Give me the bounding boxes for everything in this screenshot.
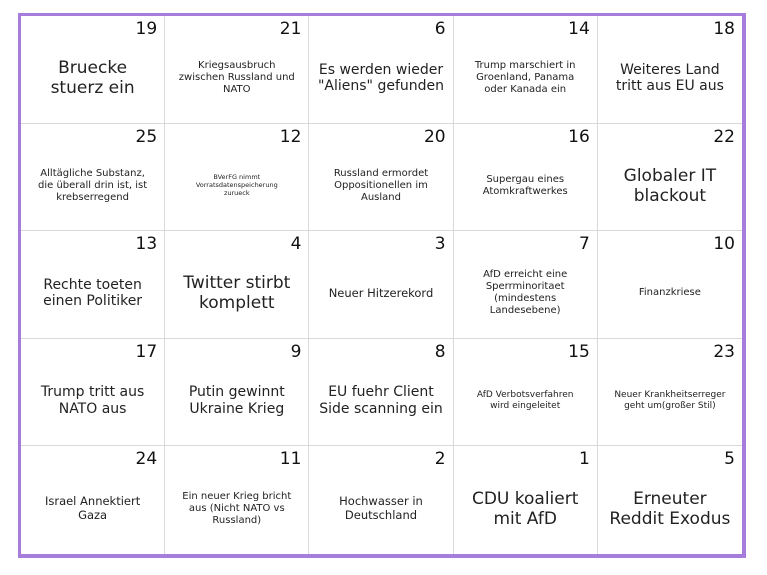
bingo-cell[interactable] <box>21 446 165 554</box>
bingo-cell[interactable] <box>598 231 742 339</box>
bingo-board <box>18 13 746 558</box>
cell-number: 18 <box>713 19 735 39</box>
cell-number: 12 <box>279 126 302 147</box>
cell-number: 11 <box>279 449 302 470</box>
cell-number: 1 <box>578 449 590 470</box>
cell-text: Es werden wieder "Aliens" gefunden <box>317 61 444 95</box>
cell-number: 4 <box>290 234 302 255</box>
cell-text: Neuer Krankheitserreger geht um(großer Stil) <box>614 390 726 412</box>
bingo-cell[interactable] <box>165 16 309 124</box>
cell-text: Hochwasser in Deutschland <box>339 494 423 523</box>
cell-number: 16 <box>568 126 590 147</box>
cell-number: 5 <box>724 449 735 470</box>
cell-text: Weiteres Land tritt aus EU aus <box>615 61 724 95</box>
cell-text: Alltägliche Substanz, die überall drin ist, ist krebserregend <box>37 167 148 203</box>
cell-text: Trump marschiert in Groenland, Panama oder Kanada ein <box>474 60 576 96</box>
cell-number: 23 <box>713 341 735 362</box>
bingo-cell[interactable] <box>309 124 453 232</box>
cell-text: CDU koaliert mit AfD <box>471 488 579 530</box>
cell-text: Twitter stirbt komplett <box>183 273 291 314</box>
cell-text: Russland ermordet Oppositionellen im Ausland <box>333 167 429 203</box>
cell-text: Neuer Hitzerekord <box>328 285 434 300</box>
bingo-cell[interactable] <box>454 339 598 447</box>
bingo-cell[interactable] <box>165 124 309 232</box>
bingo-cell[interactable] <box>21 231 165 339</box>
cell-text: Finanzkriese <box>638 287 701 299</box>
bingo-cell[interactable] <box>21 124 165 232</box>
bingo-cell[interactable] <box>454 231 598 339</box>
cell-text: Erneuter Reddit Exodus <box>609 488 731 530</box>
cell-number: 14 <box>568 19 590 39</box>
cell-text: Bruecke stuerz ein <box>50 57 135 99</box>
cell-number: 13 <box>135 234 158 255</box>
bingo-cell[interactable] <box>21 339 165 447</box>
cell-number: 7 <box>578 234 590 255</box>
bingo-cell[interactable] <box>309 446 453 554</box>
cell-text: Supergau eines Atomkraftwerkes <box>482 173 568 197</box>
cell-text: Globaler IT blackout <box>623 165 717 206</box>
bingo-cell[interactable] <box>165 339 309 447</box>
cell-number: 21 <box>279 19 302 39</box>
cell-number: 3 <box>434 234 446 255</box>
bingo-cell[interactable] <box>598 446 742 554</box>
cell-text: AfD erreicht eine Sperrminoritaet (mindestens Landesebene) <box>483 269 568 317</box>
cell-number: 2 <box>434 449 446 470</box>
bingo-cell[interactable] <box>598 339 742 447</box>
bingo-cell[interactable] <box>454 16 598 124</box>
bingo-cell[interactable] <box>598 16 742 124</box>
cell-number: 24 <box>135 449 158 470</box>
bingo-cell[interactable] <box>309 16 453 124</box>
cell-number: 25 <box>135 126 158 147</box>
bingo-cell[interactable] <box>309 231 453 339</box>
cell-number: 20 <box>423 126 446 147</box>
bingo-cell[interactable] <box>454 124 598 232</box>
bingo-cell[interactable] <box>165 231 309 339</box>
bingo-cell[interactable] <box>165 446 309 554</box>
bingo-cell[interactable] <box>21 16 165 124</box>
cell-text: Israel Annektiert Gaza <box>44 494 141 523</box>
cell-text: Putin gewinnt Ukraine Krieg <box>188 384 285 418</box>
cell-text: Ein neuer Krieg bricht aus (Nicht NATO vs Russland) <box>182 491 292 527</box>
cell-text: Rechte toeten einen Politiker <box>43 276 143 310</box>
cell-number: 6 <box>434 19 446 39</box>
bingo-cell[interactable] <box>454 446 598 554</box>
cell-text: AfD Verbotsverfahren wird eingeleitet <box>476 390 574 412</box>
bingo-cell[interactable] <box>598 124 742 232</box>
cell-text: EU fuehr Client Side scanning ein <box>319 384 443 418</box>
cell-number: 8 <box>434 341 446 362</box>
cell-text: BVerFG nimmt Vorratsdatenspeicherung zurueck <box>195 173 278 197</box>
cell-text: Kriegsausbruch zwischen Russland und NATO <box>178 60 295 96</box>
cell-number: 9 <box>290 341 302 362</box>
cell-number: 15 <box>568 341 590 362</box>
cell-number: 17 <box>135 341 158 362</box>
bingo-cell[interactable] <box>309 339 453 447</box>
cell-number: 19 <box>135 19 158 39</box>
cell-number: 10 <box>713 234 735 255</box>
cell-text: Trump tritt aus NATO aus <box>40 384 145 418</box>
cell-number: 22 <box>713 126 735 147</box>
